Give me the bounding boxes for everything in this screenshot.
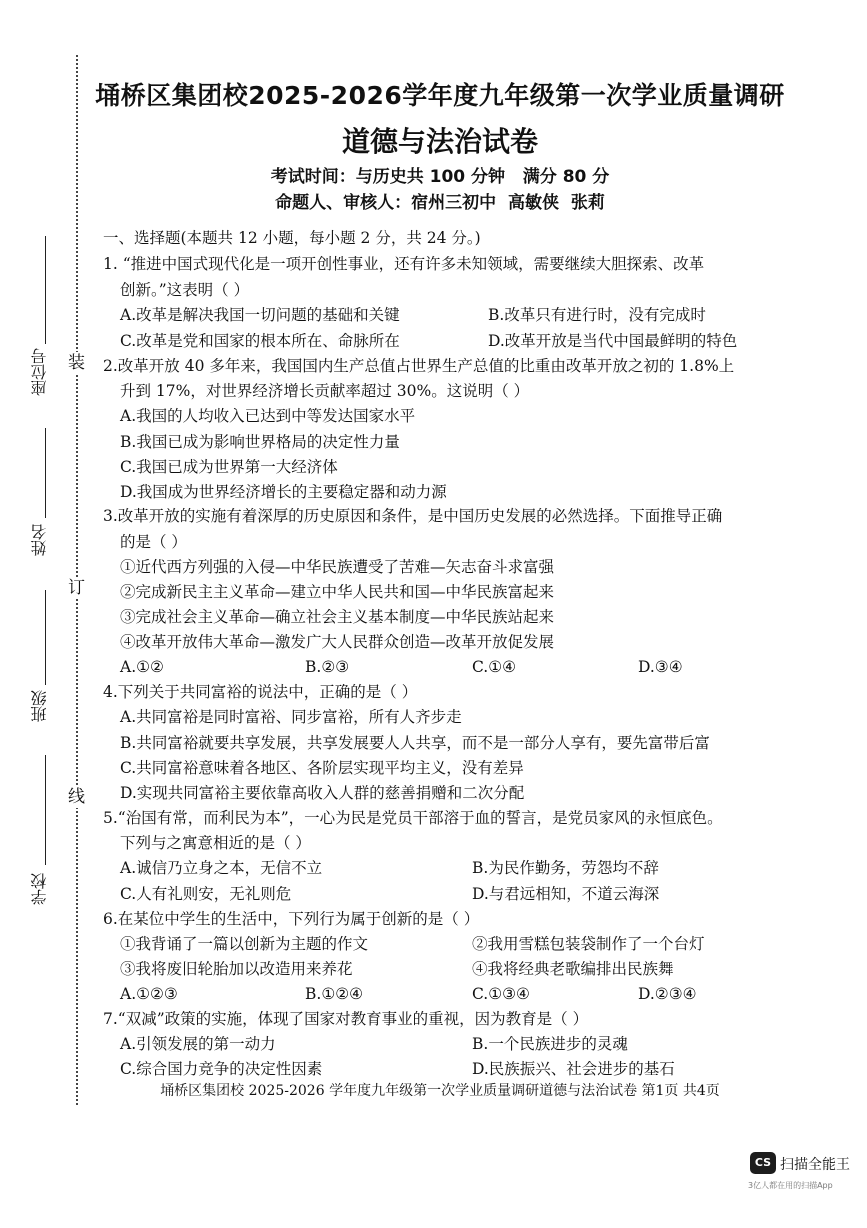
seat-number-line <box>45 236 46 344</box>
question-3-statement-3: ③完成社会主义革命—确立社会主义基本制度—中华民族站起来 <box>120 608 555 626</box>
question-3-option-b[interactable]: B.②③ <box>305 658 350 676</box>
question-2-stem: 2.改革开放 40 多年来，我国国内生产总值占世界生产总值的比重由改革开放之初的 1.8%上 <box>103 357 735 375</box>
scanner-tagline: 3亿人都在用的扫描App <box>748 1181 833 1190</box>
school-line <box>45 755 46 865</box>
question-5-option-a[interactable]: A.诚信乃立身之本，无信不立 <box>120 859 323 877</box>
question-7-option-c[interactable]: C.综合国力竞争的决定性因素 <box>120 1060 323 1078</box>
question-1-option-c[interactable]: C.改革是党和国家的根本所在、命脉所在 <box>120 332 400 350</box>
scanner-app-name: 扫描全能王 <box>780 1157 850 1173</box>
question-3-option-c[interactable]: C.①④ <box>472 658 517 676</box>
school-field[interactable] <box>14 755 54 920</box>
question-5-option-d[interactable]: D.与君远相知，不道云海深 <box>472 885 660 903</box>
question-7-stem: 7.“双减”政策的实施，体现了国家对教育事业的重视，因为教育是（ ） <box>103 1010 589 1028</box>
question-5-option-c[interactable]: C.人有礼则安，无礼则危 <box>120 885 292 903</box>
question-5-stem: 5.“治国有常，而利民为本”，一心为民是党员干部溶于血的誓言，是党员家风的永恒底色。 <box>103 809 723 827</box>
question-3-statement-2: ②完成新民主主义革命—建立中华人民共和国—中华民族富起来 <box>120 583 555 601</box>
question-1-stem: 1. “推进中国式现代化是一项开创性事业，还有许多未知领域，需要继续大胆探索、改革 <box>103 255 705 273</box>
class-label: 班级 <box>30 690 49 722</box>
name-label: 姓名 <box>30 524 49 556</box>
question-3-stem-cont: 的是（ ） <box>120 533 187 551</box>
question-7-option-d[interactable]: D.民族振兴、社会进步的基石 <box>472 1060 675 1078</box>
question-6-statement-1: ①我背诵了一篇以创新为主题的作文 <box>120 935 369 953</box>
question-4-option-d[interactable]: D.实现共同富裕主要依靠高收入人群的慈善捐赠和二次分配 <box>120 784 525 802</box>
question-1-option-d[interactable]: D.改革开放是当代中国最鲜明的特色 <box>488 332 738 350</box>
name-field[interactable] <box>14 428 54 568</box>
school-label: 学校 <box>30 873 49 905</box>
question-3-option-d[interactable]: D.③④ <box>638 658 683 676</box>
question-2-option-d[interactable]: D.我国成为世界经济增长的主要稳定器和动力源 <box>120 483 447 501</box>
question-1-option-a[interactable]: A.改革是解决我国一切问题的基础和关键 <box>120 306 400 324</box>
question-6-statement-3: ③我将废旧轮胎加以改造用来养花 <box>120 960 353 978</box>
authors-line: 命题人、审核人：宿州三初中 高敏侠 张莉 <box>275 193 605 213</box>
question-7-option-b[interactable]: B.一个民族进步的灵魂 <box>472 1035 628 1053</box>
question-6-stem: 6.在某位中学生的生活中，下列行为属于创新的是（ ） <box>103 910 480 928</box>
section-heading: 一、选择题(本题共 12 小题，每小题 2 分，共 24 分。) <box>103 229 481 247</box>
question-3-stem: 3.改革开放的实施有着深厚的历史原因和条件，是中国历史发展的必然选择。下面推导正确 <box>103 507 723 525</box>
question-4-option-b[interactable]: B.共同富裕就要共享发展，共享发展要人人共享，而不是一部分人享有，要先富带后富 <box>120 734 710 752</box>
subject-title: 道德与法治试卷 <box>341 125 538 158</box>
binding-word-ding: 订 <box>68 578 85 598</box>
binding-word-zhuang: 装 <box>68 353 85 373</box>
question-3-statement-4: ④改革开放伟大革命—激发广大人民群众创造—改革开放促发展 <box>120 633 555 651</box>
question-6-option-d[interactable]: D.②③④ <box>638 985 697 1003</box>
question-6-option-b[interactable]: B.①②④ <box>305 985 364 1003</box>
class-line <box>45 590 46 685</box>
seat-number-field[interactable] <box>14 236 54 401</box>
seat-number-label: 座位号 <box>30 348 49 396</box>
question-2-stem-cont: 升到 17%，对世界经济增长贡献率超过 30%。这说明（ ） <box>120 382 530 400</box>
question-2-option-b[interactable]: B.我国已成为影响世界格局的决定性力量 <box>120 433 400 451</box>
question-6-statement-4: ④我将经典老歌编排出民族舞 <box>472 960 674 978</box>
page-footer: 埇桥区集团校 2025-2026 学年度九年级第一次学业质量调研道德与法治试卷 第1页 共4页 <box>160 1083 720 1099</box>
name-line <box>45 428 46 518</box>
exam-title: 埇桥区集团校2025-2026学年度九年级第一次学业质量调研 <box>95 81 785 110</box>
question-4-option-c[interactable]: C.共同富裕意味着各地区、各阶层实现平均主义，没有差异 <box>120 759 524 777</box>
question-2-option-a[interactable]: A.我国的人均收入已达到中等发达国家水平 <box>120 407 416 425</box>
question-1-option-b[interactable]: B.改革只有进行时，没有完成时 <box>488 306 706 324</box>
scanner-watermark <box>746 1150 856 1200</box>
question-6-option-c[interactable]: C.①③④ <box>472 985 530 1003</box>
exam-info: 考试时间：与历史共 100 分钟 满分 80 分 <box>270 167 610 187</box>
question-1-stem-cont: 创新。”这表明（ ） <box>120 281 250 299</box>
question-5-option-b[interactable]: B.为民作勤务，劳怨均不辞 <box>472 859 659 877</box>
question-3-option-a[interactable]: A.①② <box>120 658 164 676</box>
question-6-option-a[interactable]: A.①②③ <box>120 985 178 1003</box>
question-4-stem: 4.下列关于共同富裕的说法中，正确的是（ ） <box>103 683 418 701</box>
camscanner-logo-icon: CS <box>750 1152 776 1174</box>
question-3-statement-1: ①近代西方列强的入侵—中华民族遭受了苦难—矢志奋斗求富强 <box>120 558 555 576</box>
question-6-statement-2: ②我用雪糕包装袋制作了一个台灯 <box>472 935 705 953</box>
question-7-option-a[interactable]: A.引领发展的第一动力 <box>120 1035 276 1053</box>
question-4-option-a[interactable]: A.共同富裕是同时富裕、同步富裕，所有人齐步走 <box>120 708 462 726</box>
question-5-stem-cont: 下列与之寓意相近的是（ ） <box>120 834 311 852</box>
class-field[interactable] <box>14 590 54 735</box>
question-2-option-c[interactable]: C.我国已成为世界第一大经济体 <box>120 458 338 476</box>
binding-word-xian: 线 <box>68 787 85 807</box>
